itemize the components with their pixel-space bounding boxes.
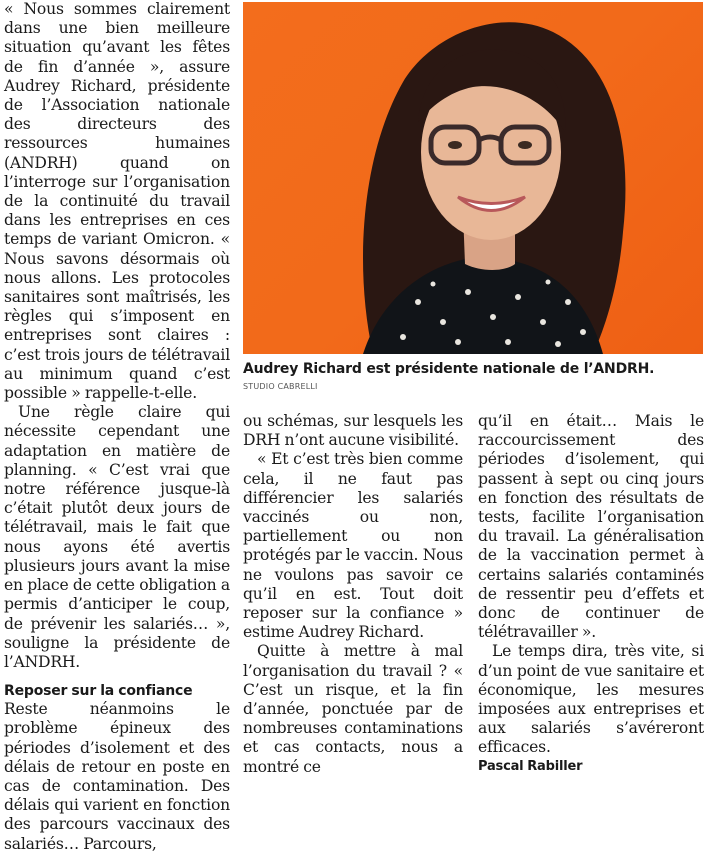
paragraph-conclusion: Le temps dira, très vite, si d’un point de vue sanitaire et économique, les mesures imposées aux entreprises et aux salariés s’avéreront efficaces. — [478, 642, 704, 757]
paragraph-confidence-quote: « Et c’est très bien comme cela, il ne faut pas différencier les salariés vaccinés ou non, partiellement ou non protégés par le vaccin. Nous ne voulons pas savoir ce qu’il en est. Tout doit reposer sur la confiance » estime Audrey Richard. — [243, 450, 463, 642]
portrait-photo — [243, 2, 703, 354]
article-column-2 — [243, 412, 463, 777]
article-column-1 — [4, 0, 230, 854]
subheading: Reposer sur la confiance — [4, 683, 193, 700]
paragraph-isolation: Reste néanmoins le problème épineux des périodes d’isolement et des délais de retour en poste en cas de contamination. Des délais qui varient en fonction des parcours vaccinaux des salariés… Parcours, — [4, 700, 230, 853]
paragraph-schemas: ou schémas, sur lesquels les DRH n’ont aucune visibilité. — [243, 412, 463, 450]
paragraph-work-organisation: Quitte à mettre à mal l’organisation du travail ? « C’est un risque, et la fin d’année, ponctuée par de nombreuses contaminations et cas contacts, nous a montré ce — [243, 642, 463, 776]
paragraph-planning: Une règle claire qui nécessite cependant une adaptation en matière de planning. « C’est vrai que notre référence jusque-là c’était plutôt deux jours de télétravail, mais le fait que nous ayons été avertis plusieurs jours avant la mise en place de cette obligation a permis d’anticiper le coup, de prévenir les salariés… », souligne la présidente de l’ANDRH. — [4, 403, 230, 671]
paragraph-shortened-isolation: qu’il en était… Mais le raccourcissement des périodes d’isolement, qui passent à sept ou cinq jours en fonction des résultats de tests, facilite l’organisation du travail. La généralisation de la vaccination permet à certains salariés contaminés de ressentir peu d’effets et donc de continuer de télétravailler ». — [478, 412, 704, 642]
photo-caption: Audrey Richard est présidente nationale de l’ANDRH. — [243, 361, 655, 377]
woman-portrait-illustration — [243, 2, 703, 354]
author-signature: Pascal Rabiller — [478, 758, 583, 774]
photo-credit: STUDIO CABRELLI — [243, 382, 318, 391]
article-column-3 — [478, 412, 704, 776]
paragraph-intro: « Nous sommes clairement dans une bien meilleure situation qu’avant les fêtes de fin d’année », assure Audrey Richard, présidente de l’Association nationale des directeurs des ressources humaines (ANDRH) quand on l’interroge sur l’organisation de la continuité du travail dans les entreprises en ces temps de variant Omicron. « Nous savons désormais où nous allons. Les protocoles sanitaires sont maîtrisés, les règles qui s’imposent en entreprises sont claires : c’est trois jours de télétravail au minimum quand c’est possible » rappelle-t-elle. — [4, 0, 230, 403]
